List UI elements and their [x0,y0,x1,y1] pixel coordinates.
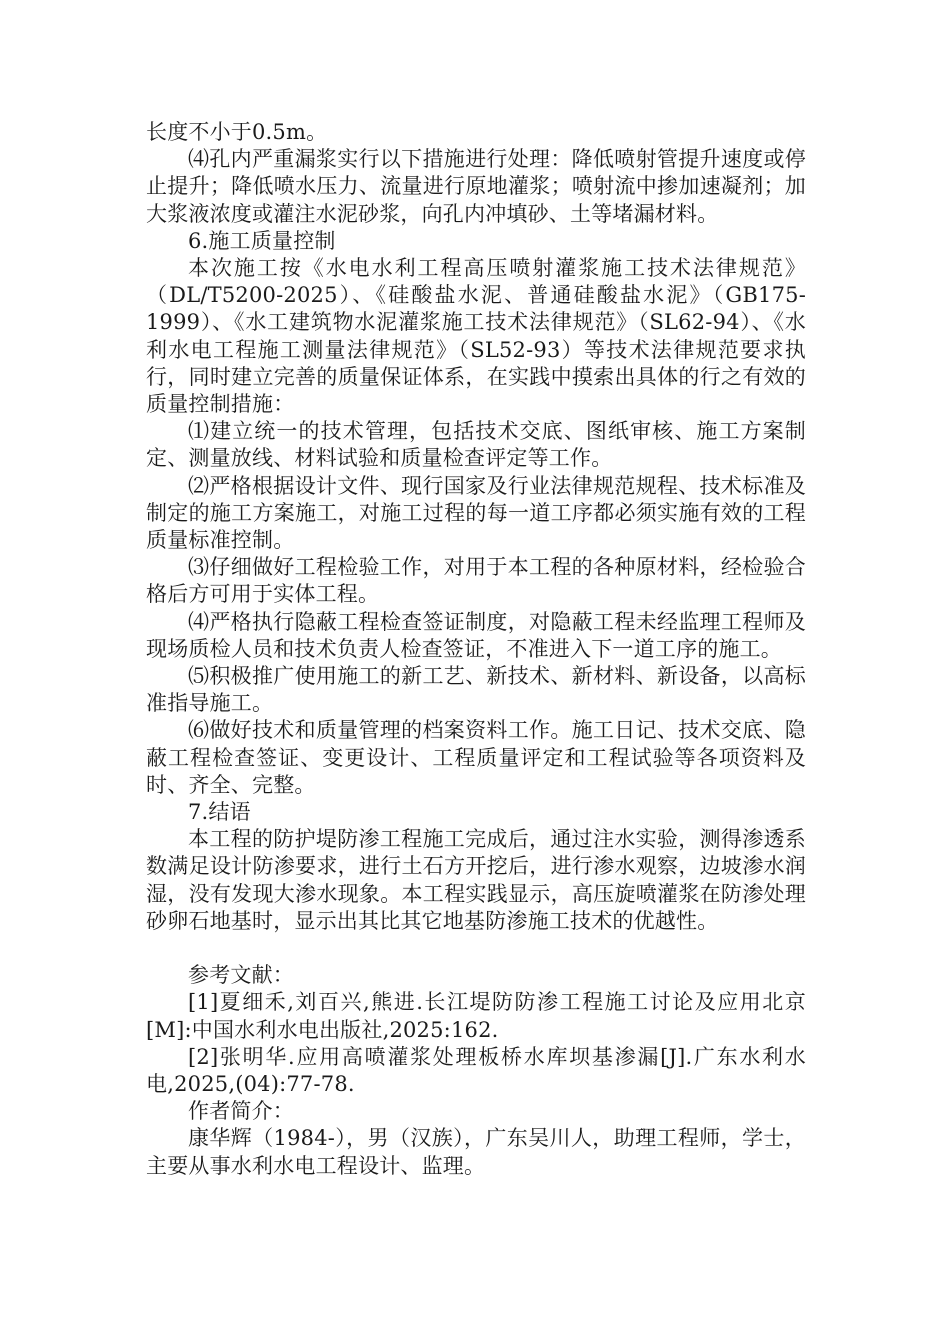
list-item-3: ⑶仔细做好工程检验工作，对用于本工程的各种原材料，经检验合格后方可用于实体工程。 [146,555,806,607]
list-item-2: ⑵严格根据设计文件、现行国家及行业法律规范规程、技术标准及制定的施工方案施工，对施工过程的每一道工序都必须实施有效的工程质量标准控制。 [146,473,806,553]
list-item-5: ⑸积极推广使用施工的新工艺、新技术、新材料、新设备，以高标准指导施工。 [146,664,806,716]
paragraph-conclusion: 本工程的防护堤防渗工程施工完成后，通过注水实验，测得渗透系数满足设计防渗要求，进行土石方开挖后，进行渗水观察，边坡渗水润湿，没有发现大渗水现象。本工程实践显示，高压旋喷灌浆在防渗处理砂卵石地基时，显示出其比其它地基防渗施工技术的优越性。 [146,827,806,933]
reference-item-2: [2]张明华.应用高喷灌浆处理板桥水库坝基渗漏[J].广东水利水电,2025,(04):77-78. [146,1044,806,1096]
paragraph-leak-treatment: ⑷孔内严重漏浆实行以下措施进行处理：降低喷射管提升速度或停止提升；降低喷水压力、流量进行原地灌浆；喷射流中掺加速凝剂；加大浆液浓度或灌注水泥砂浆，向孔内冲填砂、土等堵漏材料。 [146,147,806,226]
author-heading: 作者简介： [188,1099,294,1124]
section-heading-conclusion: 7.结语 [188,800,251,825]
continuation-line: 长度不小于0.5m。 [146,120,328,144]
document-page [146,119,806,1180]
list-item-1: ⑴建立统一的技术管理，包括技术交底、图纸审核、施工方案制定、测量放线、材料试验和质量检查评定等工作。 [146,419,806,471]
references-heading: 参考文献： [188,963,294,988]
author-bio: 康华辉（1984-），男（汉族），广东吴川人，助理工程师，学士，主要从事水利水电工程设计、监理。 [146,1126,806,1178]
reference-item-1: [1]夏细禾,刘百兴,熊进.长江堤防防渗工程施工讨论及应用北京[M]:中国水利水电出版社,2025:162. [146,990,806,1042]
paragraph-standards: 本次施工按《水电水利工程高压喷射灌浆施工技术法律规范》（DL/T5200-2025）、《硅酸盐水泥、普通硅酸盐水泥》（GB175-1999）、《水工建筑物水泥灌浆施工技术法律规范》（SL62-94）、《水利水电工程施工测量法律规范》（SL52-93）等技术法律规范要求执行，同时建立完善的质量保证体系，在实践中摸索出具体的行之有效的质量控制措施： [146,256,806,417]
list-item-6: ⑹做好技术和质量管理的档案资料工作。施工日记、技术交底、隐蔽工程检查签证、变更设计、工程质量评定和工程试验等各项资料及时、齐全、完整。 [146,718,806,797]
section-heading-quality-control: 6.施工质量控制 [188,228,336,253]
list-item-4: ⑷严格执行隐蔽工程检查签证制度，对隐蔽工程未经监理工程师及现场质检人员和技术负责人检查签证，不准进入下一道工序的施工。 [146,609,806,661]
blank-line [146,935,806,962]
